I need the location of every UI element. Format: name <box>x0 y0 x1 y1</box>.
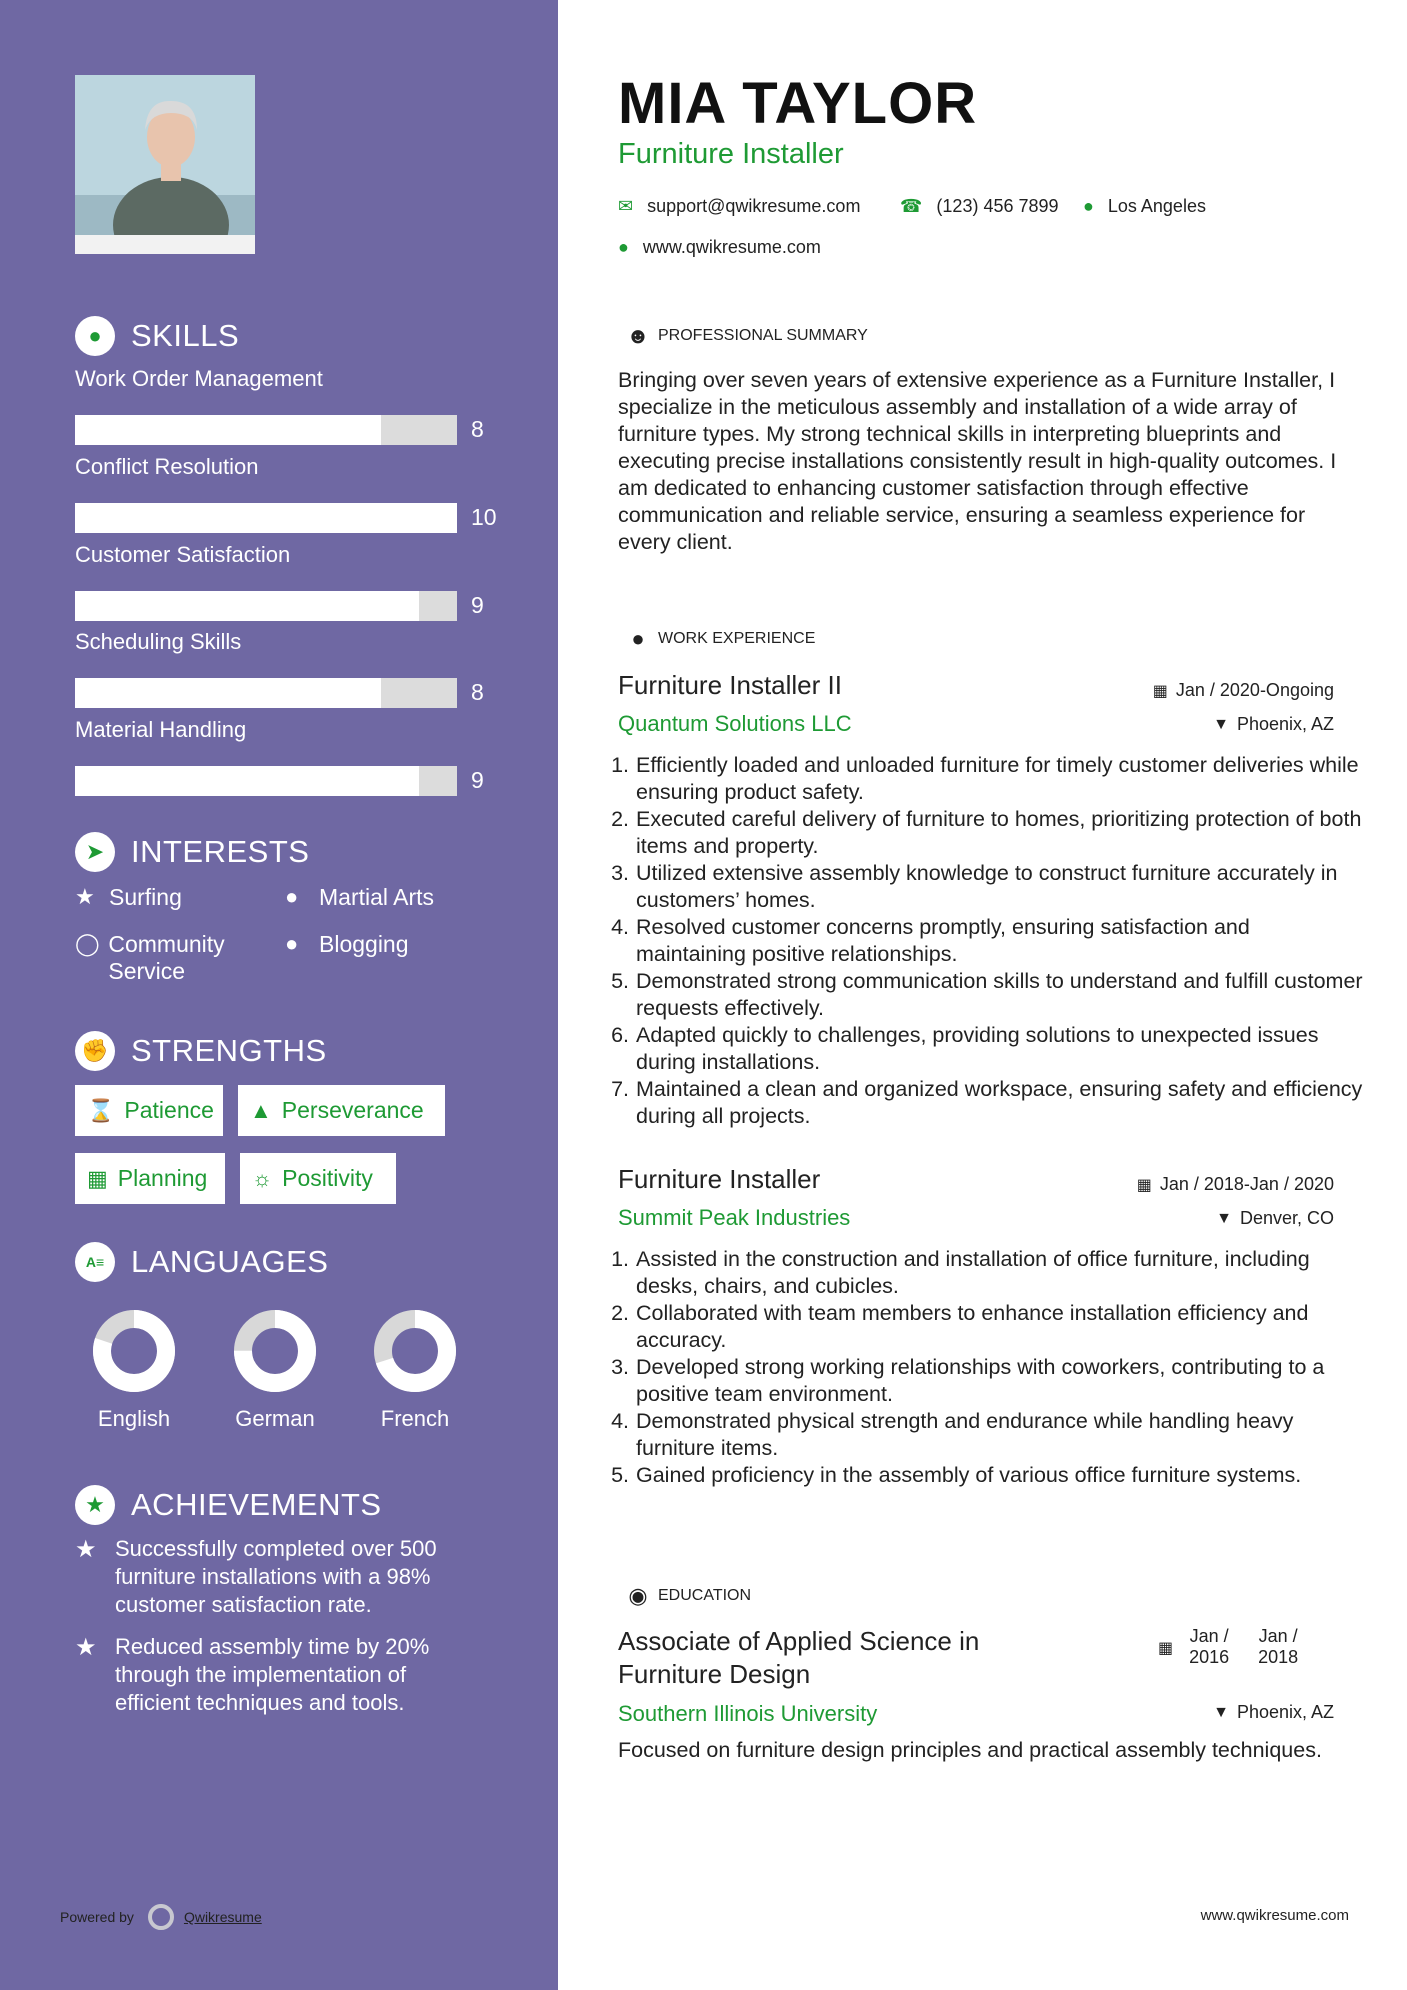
sun-icon: ☼ <box>252 1165 273 1191</box>
shooting-star-icon: ★ <box>75 1536 97 1563</box>
job-company: Summit Peak Industries <box>618 1205 851 1230</box>
language-item <box>370 1306 460 1431</box>
interest-item: ● Martial Arts <box>285 884 435 910</box>
education-heading: ◉ EDUCATION <box>618 1576 751 1616</box>
skills-heading: ● SKILLS <box>75 316 239 356</box>
skill-item <box>75 454 497 530</box>
skill-bar <box>75 766 457 796</box>
pushpin-icon: ▼ <box>1216 1209 1232 1227</box>
list-item: 7. Maintained a clean and organized workspace, ensuring safety and efficiency during all projects. <box>635 1076 1365 1130</box>
skill-bar <box>75 415 457 445</box>
calendar-icon: ▦ <box>1136 1176 1152 1194</box>
candidate-title: Furniture Installer <box>618 138 844 170</box>
language-label: French <box>380 1406 450 1431</box>
education-description: Focused on furniture design principles and practical assembly techniques. <box>618 1738 1322 1762</box>
strength-badge: ▲ Perseverance <box>238 1085 445 1136</box>
skill-name: Conflict Resolution <box>75 454 259 479</box>
skill-score: 8 <box>471 679 484 705</box>
globe-icon: ● <box>618 237 629 257</box>
degree-line-1: Associate of Applied Science in <box>618 1626 980 1656</box>
list-item: 2. Collaborated with team members to enhance installation efficiency and accuracy. <box>635 1300 1365 1354</box>
list-item: 4. Resolved customer concerns promptly, ensuring satisfaction and maintaining positive relationships. <box>635 914 1365 968</box>
award-star-icon: ★ <box>75 1485 115 1525</box>
skill-item <box>75 366 495 442</box>
summary-text: Bringing over seven years of extensive experience as a Furniture Installer, I specialize in the meticulous assembly and installation of a wide array of furniture types. My strong technical skills in interpreting blueprints and executing precise installations consistently result in high-quality outcomes. I am dedicated to enhancing customer satisfaction through effective communication and reliable service, ensuring a seamless experience for every client. <box>618 368 1337 554</box>
education-location: ▼ Phoenix, AZ <box>1213 1702 1334 1722</box>
strengths-heading: ✊ STRENGTHS <box>75 1031 327 1071</box>
skill-score: 10 <box>471 504 497 530</box>
achievement-item: ★ Reduced assembly time by 20% through the implementation of efficient techniques and tools. <box>75 1634 430 1715</box>
paper-plane-icon: ➤ <box>75 832 115 872</box>
job-dates: ▦ Jan / 2020-Ongoing <box>1152 680 1334 700</box>
strength-badge: ▦ Planning <box>75 1153 225 1204</box>
language-item <box>89 1306 179 1431</box>
skill-score: 9 <box>471 767 484 793</box>
calendar-icon: ▦ <box>87 1165 108 1191</box>
skill-bar-fill <box>75 503 457 533</box>
powered-by: Powered by Qwikresume <box>60 1904 262 1930</box>
job-location: ▼ Denver, CO <box>1216 1208 1334 1228</box>
list-item: 3. Developed strong working relationships with coworkers, contributing to a positive team environment. <box>635 1354 1365 1408</box>
job-duties <box>618 1246 1365 1489</box>
graduate-icon: ◉ <box>628 1583 648 1608</box>
summary-heading: ☻ PROFESSIONAL SUMMARY <box>618 316 868 356</box>
qwikresume-link[interactable]: Qwikresume <box>183 1909 262 1925</box>
star-icon: ★ <box>75 884 95 909</box>
skill-bar-fill <box>75 591 419 621</box>
profile-photo <box>75 75 255 254</box>
degree-line-2: Furniture Design <box>618 1659 811 1689</box>
user-icon: ☻ <box>626 323 650 348</box>
skill-name: Material Handling <box>75 717 247 742</box>
contact-phone[interactable]: ☎ (123) 456 7899 <box>900 196 1059 216</box>
skill-score: 8 <box>471 416 484 442</box>
language-item <box>230 1306 320 1431</box>
strength-badge: ⌛ Patience <box>75 1085 223 1136</box>
skill-bar-fill <box>75 415 381 445</box>
list-item: 1. Efficiently loaded and unloaded furniture for timely customer deliveries while ensuring product safety. <box>635 752 1365 806</box>
office-chair-icon: ● <box>631 626 645 651</box>
qwikresume-logo-icon <box>148 1904 174 1930</box>
candidate-name: MIA TAYLOR <box>618 71 978 136</box>
interest-item: ★ Surfing <box>75 884 182 910</box>
road-icon: ▲ <box>250 1097 272 1123</box>
language-donut <box>89 1306 179 1396</box>
globe-icon: ● <box>285 884 299 909</box>
language-donut <box>370 1306 460 1396</box>
language-donut <box>230 1306 320 1396</box>
hourglass-icon: ⌛ <box>87 1097 115 1123</box>
interest-item: ● Blogging <box>285 931 409 957</box>
job-dates: ▦ Jan / 2018-Jan / 2020 <box>1136 1174 1334 1194</box>
sidebar <box>0 0 558 1990</box>
pushpin-icon: ▼ <box>1213 715 1229 733</box>
job-duties <box>618 752 1365 1130</box>
skill-bar-fill <box>75 766 419 796</box>
contact-location: ● Los Angeles <box>1083 196 1206 216</box>
job-location: ▼ Phoenix, AZ <box>1213 714 1334 734</box>
list-item: 4. Demonstrated physical strength and endurance while handling heavy furniture items. <box>635 1408 1365 1462</box>
fist-icon: ✊ <box>75 1031 115 1071</box>
skill-bar <box>75 591 457 621</box>
envelope-icon: ✉ <box>618 196 634 216</box>
skill-item <box>75 717 495 793</box>
interests-heading: ➤ INTERESTS <box>75 832 309 872</box>
education-dates: ▦ Jan / 2016 Jan / 2018 <box>1158 1626 1299 1667</box>
list-item: 3. Utilized extensive assembly knowledge to construct furniture accurately in customers’ homes. <box>635 860 1365 914</box>
school-name: Southern Illinois University <box>618 1701 878 1726</box>
users-icon: ● <box>285 931 299 956</box>
calendar-icon: ▦ <box>1158 1640 1174 1657</box>
skill-bar-fill <box>75 678 381 708</box>
strength-badge: ☼ Positivity <box>240 1153 396 1204</box>
phone-icon: ☎ <box>900 196 923 216</box>
contact-email[interactable]: ✉ support@qwikresume.com <box>618 196 861 216</box>
job-company: Quantum Solutions LLC <box>618 711 852 736</box>
list-item: 5. Demonstrated strong communication skills to understand and fulfill customer requests effectively. <box>635 968 1365 1022</box>
language-icon: A≡ <box>75 1242 115 1282</box>
skill-name: Customer Satisfaction <box>75 542 291 567</box>
footer-website[interactable]: www.qwikresume.com <box>1200 1907 1349 1924</box>
skill-bar <box>75 678 457 708</box>
list-item: 6. Adapted quickly to challenges, providing solutions to unexpected issues during installations. <box>635 1022 1365 1076</box>
languages-heading: A≡ LANGUAGES <box>75 1242 328 1282</box>
pushpin-icon: ▼ <box>1213 1703 1229 1721</box>
experience-heading: ● WORK EXPERIENCE <box>618 619 815 659</box>
list-item: 2. Executed careful delivery of furniture to homes, prioritizing protection of both items and property. <box>635 806 1365 860</box>
job-title: Furniture Installer II <box>618 670 842 700</box>
interest-item: ◯ Community Service <box>75 931 225 984</box>
job-title: Furniture Installer <box>618 1164 821 1194</box>
skill-bar <box>75 503 457 533</box>
skill-score: 9 <box>471 592 484 618</box>
skill-name: Scheduling Skills <box>75 629 242 654</box>
skill-item <box>75 629 495 705</box>
calendar-icon: ▦ <box>1152 682 1168 700</box>
skill-item <box>75 542 495 618</box>
list-item: 5. Gained proficiency in the assembly of various office furniture systems. <box>635 1462 1365 1489</box>
language-label: English <box>97 1406 171 1431</box>
shield-icon: ◯ <box>75 931 100 956</box>
list-item: 1. Assisted in the construction and installation of office furniture, including desks, chairs, and cubicles. <box>635 1246 1365 1300</box>
lightbulb-icon: ● <box>75 316 115 356</box>
map-pin-icon: ● <box>1083 196 1094 216</box>
contact-website[interactable]: ● www.qwikresume.com <box>618 237 821 257</box>
achievements-heading: ★ ACHIEVEMENTS <box>75 1485 382 1525</box>
achievement-item: ★ Successfully completed over 500 furniture installations with a 98% customer satisfaction rate. <box>75 1536 437 1617</box>
language-label: German <box>235 1406 315 1431</box>
shooting-star-icon: ★ <box>75 1634 97 1661</box>
skill-name: Work Order Management <box>75 366 323 391</box>
